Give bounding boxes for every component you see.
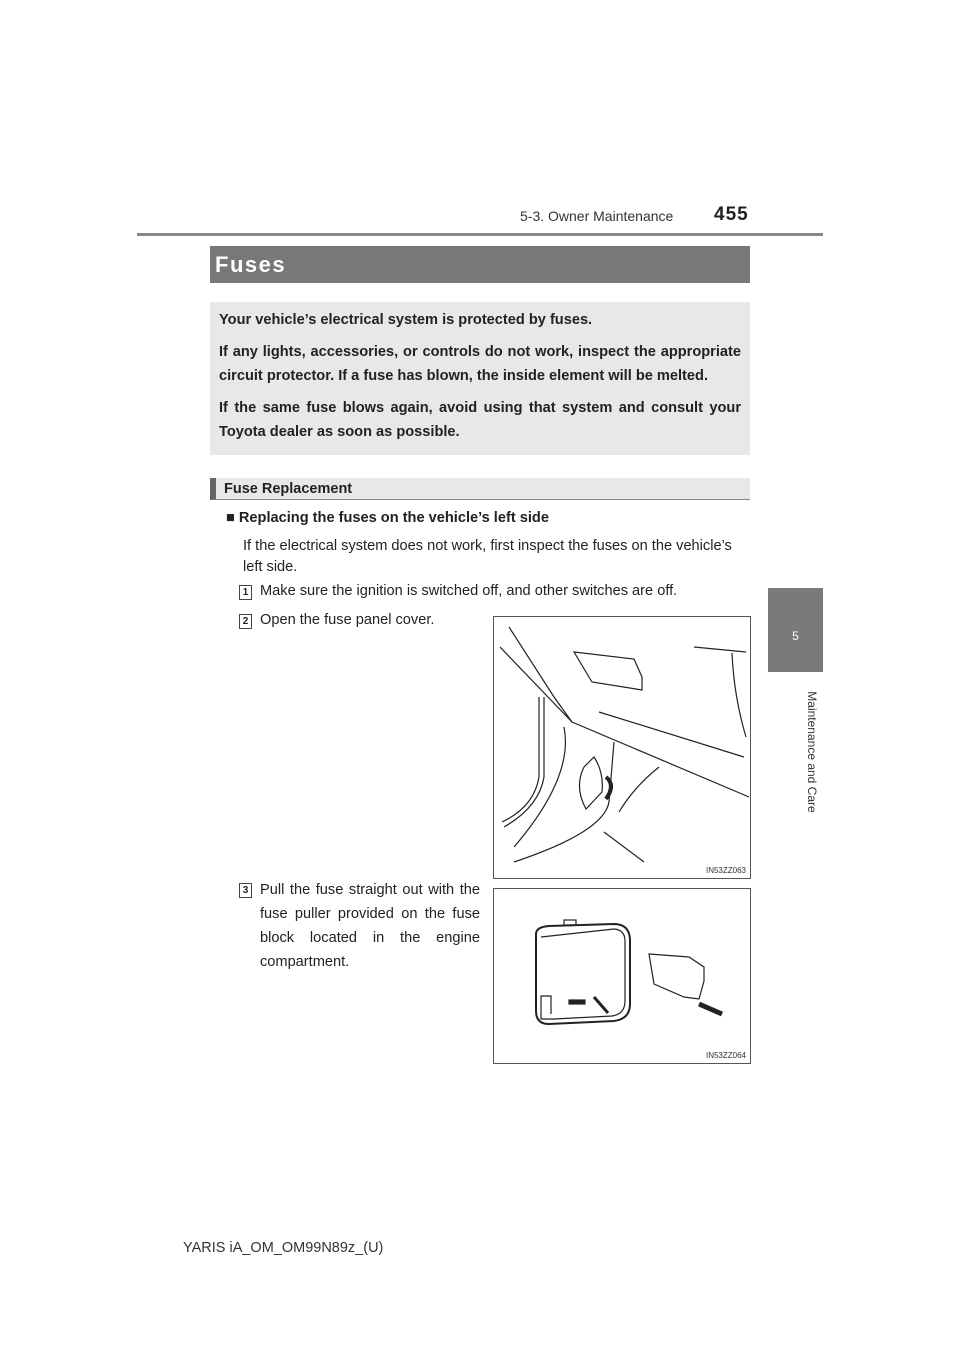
bullet-text: Replacing the fuses on the vehicle’s left side xyxy=(238,510,549,526)
step-text: Make sure the ignition is switched off, and other switches are off. xyxy=(260,583,678,599)
square-bullet-icon: ■ xyxy=(226,510,235,526)
step-number: 3 xyxy=(239,883,252,898)
intro-line: If any lights, accessories, or controls do not work, inspect the appropriate circuit protector. If a fuse has blown, the inside element will be melted. xyxy=(219,343,741,384)
fuse-panel-illustration xyxy=(494,617,750,878)
footer-doc-id: YARIS iA_OM_OM99N89z_(U) xyxy=(183,1240,384,1256)
section-header: 5-3. Owner Maintenance xyxy=(520,208,674,224)
bullet-heading xyxy=(226,510,549,526)
paragraph: If the electrical system does not work, first inspect the fuses on the vehicle’s left side. xyxy=(243,538,732,575)
subheading: Fuse Replacement xyxy=(210,478,750,500)
figure-fuse-puller xyxy=(493,888,751,1064)
step-number: 1 xyxy=(239,585,252,600)
figure-fuse-panel-cover xyxy=(493,616,751,879)
figure-id: IN53ZZ063 xyxy=(705,866,746,875)
figure-id: IN53ZZ064 xyxy=(705,1051,746,1060)
header-rule xyxy=(137,233,823,236)
chapter-label: Maintenance and Care xyxy=(805,691,819,813)
fuse-puller-illustration xyxy=(494,889,750,1063)
step-number: 2 xyxy=(239,614,252,629)
intro-line: Your vehicle’s electrical system is protected by fuses. xyxy=(219,312,593,328)
chapter-tab[interactable]: 5 xyxy=(768,588,823,672)
step-text: Open the fuse panel cover. xyxy=(260,612,435,628)
page-number: 455 xyxy=(714,204,749,225)
intro-box xyxy=(210,302,750,455)
page-title: Fuses xyxy=(210,246,750,283)
step-text: Pull the fuse straight out with the fuse puller provided on the fuse block located in the engine compartment. xyxy=(260,882,480,970)
intro-line: If the same fuse blows again, avoid using that system and consult your Toyota dealer as soon as possible. xyxy=(219,399,741,440)
